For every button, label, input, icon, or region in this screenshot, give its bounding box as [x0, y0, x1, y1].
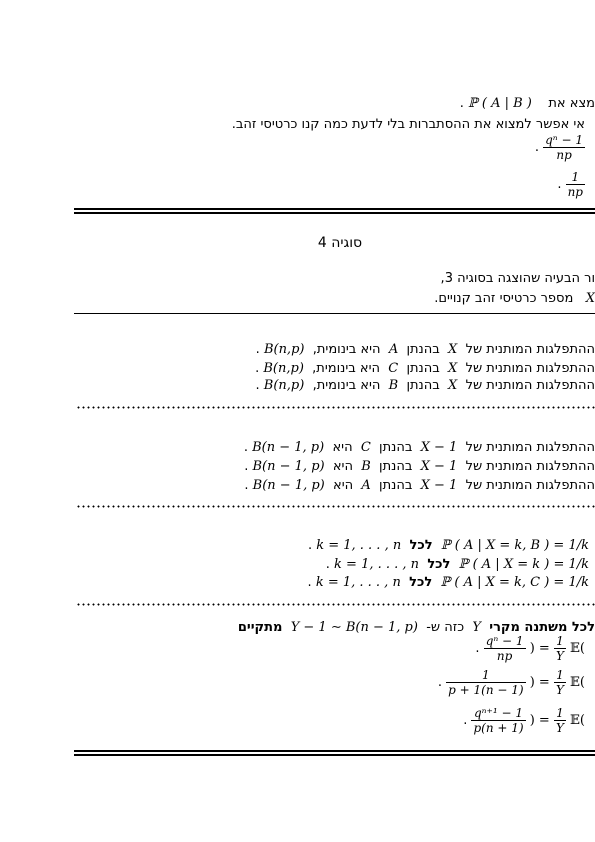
block1-option-2: ההתפלגות המותנית של X בהנתן C היא בינומית, B(n,p) .	[255, 361, 595, 376]
intro-line-1: ור הבעיה שהוצגה בסוגיה 3,	[440, 271, 595, 286]
block1-option-1: ההתפלגות המותנית של X בהנתן A היא בינומית, B(n,p) .	[255, 342, 595, 357]
find-expression: ℙ ( A | B )	[467, 96, 532, 111]
double-rule-top-a	[74, 208, 595, 210]
block3-option-2: ℙ ( A | X = k ) = 1/k לכל k = 1, . . . , n .	[325, 557, 589, 572]
find-line: מצא את ℙ ( A | B ) .	[459, 96, 595, 111]
block2-option-3: ההתפלגות המותנית של X − 1 בהנתן A היא B(n − 1, p) .	[244, 478, 595, 493]
block3-option-1: ℙ ( A | X = k, B ) = 1/k לכל k = 1, . . . , n .	[307, 538, 589, 553]
dotted-separator-2	[76, 505, 595, 508]
double-rule-bottom-a	[74, 750, 595, 752]
section-rule	[74, 313, 595, 314]
block4-lead: לכל משתנה מקרי Y כזה ש- Y − 1 ∼ B(n − 1, p) מתקיים	[237, 620, 595, 635]
intro-line-2: X מספר כרטיסי זהב קנויים.	[434, 291, 595, 306]
block1-option-3: ההתפלגות המותנית של X בהנתן B היא בינומית, B(n,p) .	[255, 378, 595, 393]
block4-option-1: 𝔼( $\frac{1}{Y}$ ) = $\frac{\text{1 − qⁿ}}{np}$ .	[475, 634, 585, 663]
find-label: מצא את	[548, 96, 595, 111]
option-fraction-1: $\frac{\text{1 − qⁿ}}{np}$ .	[534, 133, 583, 162]
option-fraction-2: $\frac{1}{np}$ .	[557, 170, 583, 199]
block2-option-1: ההתפלגות המותנית של X − 1 בהנתן C היא B(n − 1, p) .	[243, 440, 595, 455]
dotted-separator-3	[76, 603, 595, 606]
fraction: $\frac{\text{1 − qⁿ}}{np}$	[545, 133, 583, 162]
block4-option-2: 𝔼( $\frac{1}{Y}$ ) = $\frac{1}{(n - 1)p + 1}$ .	[437, 668, 585, 697]
block4-option-3: 𝔼( $\frac{1}{Y}$ ) = $\frac{\text{1 − qⁿ⁺¹}}{(n + 1)p}$ .	[463, 706, 585, 735]
section-title: סוגיה 4	[317, 235, 363, 251]
fraction: $\frac{1}{np}$	[567, 170, 583, 199]
dotted-separator-1	[76, 406, 595, 409]
block3-option-3: ℙ ( A | X = k, C ) = 1/k לכל k = 1, . . . , n .	[307, 575, 589, 590]
double-rule-bottom-b	[74, 754, 595, 756]
block2-option-2: ההתפלגות המותנית של X − 1 בהנתן B היא B(n − 1, p) .	[244, 459, 595, 474]
option-impossible: אי אפשר למצוא את ההסתברות בלי לדעת כמה קנו כרטיסי זהב.	[231, 117, 585, 132]
double-rule-top-b	[74, 212, 595, 214]
